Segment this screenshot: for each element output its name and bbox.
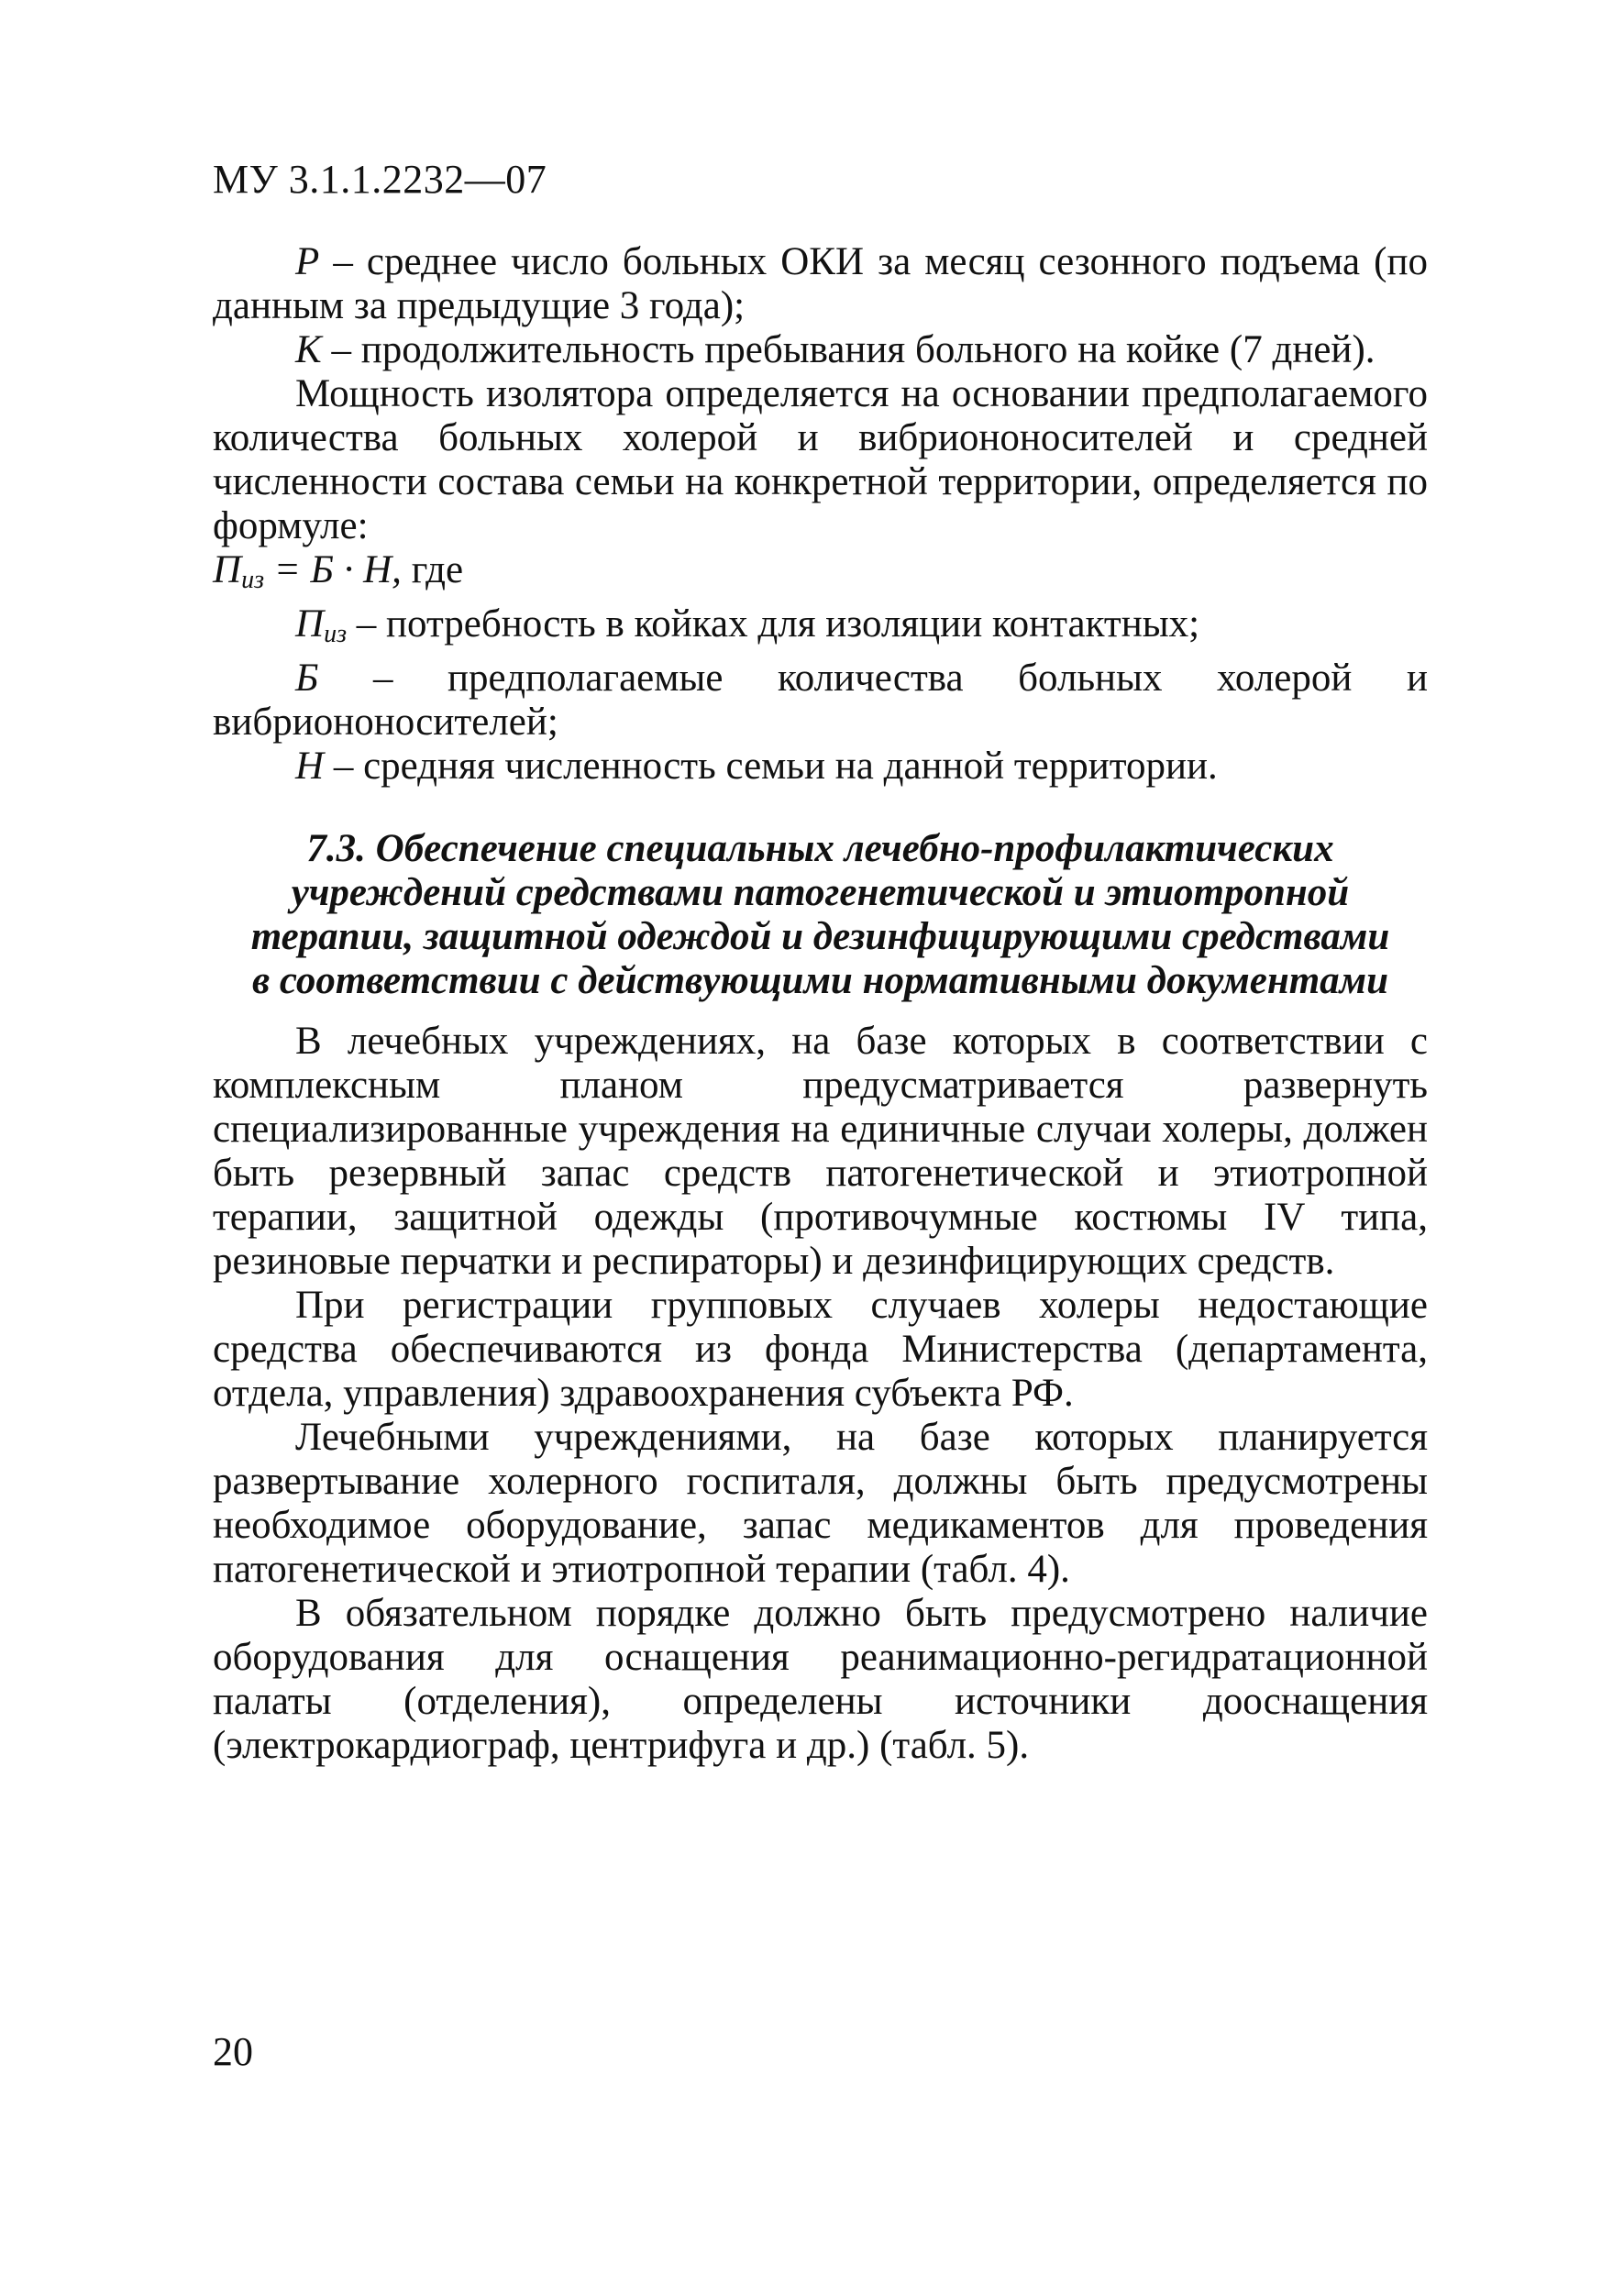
section-heading — [213, 827, 1428, 1003]
body-paragraph: В лечебных учреждениях, на базе которых в соответствии с комплексным планом предусматривается развернуть специализированные учреждения на единичные случаи холеры, должен быть резервный запас средств патогенетической и этиотропной терапии, защитной одежды (противочумные костюмы IV типа, резиновые перчатки и респираторы) и дезинфицирующих средств. — [213, 1020, 1428, 1283]
section-heading-line: в соответствии с действующими нормативными документами — [251, 959, 1389, 1002]
definition-n — [213, 745, 1428, 789]
definition-p-text: – среднее число больных ОКИ за месяц сезонного подъема (по данным за предыдущие 3 года); — [213, 240, 1428, 327]
formula-lhs: П — [213, 548, 242, 591]
definition-k-text: – продолжительность пребывания больного на койке (7 дней). — [321, 328, 1375, 371]
section-heading-line: 7.3. Обеспечение специальных лечебно-профилактических — [306, 827, 1334, 870]
symbol-p: P — [295, 240, 320, 283]
definition-p-iz-text: – потребность в койках для изоляции контактных; — [347, 602, 1200, 646]
definition-n-text: – средняя численность семьи на данной территории. — [324, 745, 1218, 788]
section-heading-line: терапии, защитной одеждой и дезинфицирующими средствами — [250, 915, 1390, 958]
document-code-header: МУ 3.1.1.2232—07 — [213, 157, 547, 202]
formula-suffix: где — [401, 548, 464, 591]
formula-rhs: = Б · Н, — [264, 548, 402, 591]
formula-lhs-subscript: из — [241, 566, 264, 594]
definition-k — [213, 328, 1428, 372]
symbol-k: K — [295, 328, 322, 371]
symbol-p-iz: П — [295, 602, 325, 646]
body-paragraph: При регистрации групповых случаев холеры недостающие средства обеспечиваются из фонда Министерства (департамента, отдела, управления) здравоохранения субъекта РФ. — [213, 1284, 1428, 1415]
page-number: 20 — [213, 2029, 253, 2074]
definition-p-iz — [213, 602, 1428, 657]
definition-b — [213, 657, 1428, 745]
definition-p — [213, 240, 1428, 328]
symbol-b: Б — [295, 657, 319, 700]
symbol-n: Н — [295, 745, 325, 788]
section-heading-line: учреждений средствами патогенетической и этиотропной — [291, 871, 1350, 914]
capacity-paragraph: Мощность изолятора определяется на основании предполагаемого количества больных холерой и вибриононосителей и средней численности состава семьи на конкретной территории, определяется по формуле: — [213, 372, 1428, 547]
body-paragraph: В обязательном порядке должно быть предусмотрено наличие оборудования для оснащения реанимационно-регидратационной палаты (отделения), определены источники дооснащения (электрокардиограф, центрифуга и др.) (табл. 5). — [213, 1592, 1428, 1767]
definition-b-text: – предполагаемые количества больных холерой и вибриононосителей; — [213, 657, 1428, 744]
formula — [213, 548, 1428, 602]
symbol-p-iz-subscript: из — [324, 620, 347, 648]
body-paragraph: Лечебными учреждениями, на базе которых планируется развертывание холерного госпиталя, должны быть предусмотрены необходимое оборудование, запас медикаментов для проведения патогенетической и этиотропной терапии (табл. 4). — [213, 1416, 1428, 1591]
document-body — [213, 240, 1428, 1768]
